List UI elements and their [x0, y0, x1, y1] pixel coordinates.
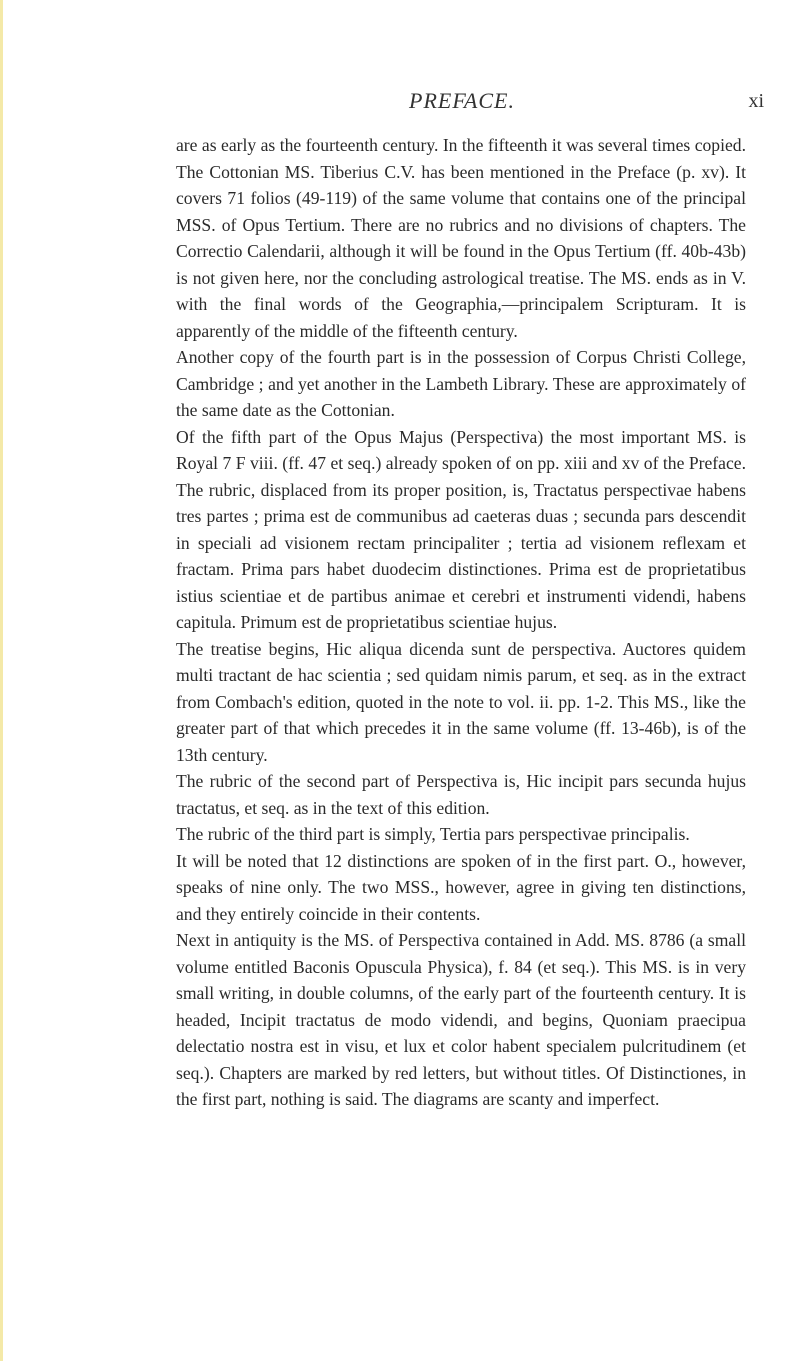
page-edge	[0, 0, 3, 1361]
paragraph-3: Of the fifth part of the Opus Majus (Perspectiva) the most important MS. is Royal 7 F viii. (ff. 47 et seq.) already spoken of on pp. xiii and xv of the Preface. The rubric, displaced from its proper position, is, Tractatus perspectivae habens tres partes ; prima est de communibus ad caeteras duas ; secunda pars descendit in speciali ad visionem rectam principaliter ; tertia ad visionem reflexam et fractam. Prima pars habet duodecim distinctiones. Prima est de proprietatibus istius scientiae et de partibus animae et cerebri et instrumenti videndi, habens capitula. Primum est de proprietatibus scientiae hujus.	[176, 426, 746, 632]
paragraph-4: The treatise begins, Hic aliqua dicenda sunt de perspectiva. Auctores quidem multi tractant de hac scientia ; sed quidam nimis parum, et seq. as in the extract from Combach's edition, quoted in the note to vol. ii. pp. 1-2. This MS., like the greater part of that which precedes it in the same volume (ff. 13-46b), is of the 13th century.	[176, 638, 746, 765]
page-number: xi	[748, 90, 764, 112]
page-header	[160, 88, 764, 116]
paragraph-2: Another copy of the fourth part is in the possession of Corpus Christi College, Cambridge ; and yet another in the Lambeth Library. These are approximately of the same date as the Cottonian.	[176, 347, 746, 420]
paragraph-1: are as early as the fourteenth century. In the fifteenth it was several times copied. The Cottonian MS. Tiberius C.V. has been mentioned in the Preface (p. xv). It covers 71 folios (49-119) of the same volume that contains one of the principal MSS. of Opus Tertium. There are no rubrics and no divisions of chapters. The Correctio Calendarii, although it will be found in the Opus Tertium (ff. 40b-43b) is not given here, nor the concluding astrological treatise. The MS. ends as in V. with the final words of the Geographia,—principalem Scripturam. It is apparently of the middle of the fifteenth century.	[176, 135, 746, 341]
paragraph-8: Next in antiquity is the MS. of Perspectiva contained in Add. MS. 8786 (a small volume entitled Baconis Opuscula Physica), f. 84 (et seq.). This MS. is in very small writing, in double columns, of the early part of the fourteenth century. It is headed, Incipit tractatus de modo videndi, and begins, Quoniam praecipua delectatio nostra est in visu, et lux et color habent specialem pulcritudinem (et seq.). Chapters are marked by red letters, but without titles. Of Distinctiones, in the first part, nothing is said. The diagrams are scanty and imperfect.	[176, 930, 746, 1109]
body-text	[176, 132, 746, 1113]
running-title: PREFACE.	[409, 88, 515, 113]
paragraph-6: The rubric of the third part is simply, Tertia pars perspectivae principalis.	[176, 824, 690, 844]
paragraph-7: It will be noted that 12 distinctions are spoken of in the first part. O., however, speaks of nine only. The two MSS., however, agree in giving ten distinctions, and they entirely coincide in their contents.	[176, 850, 746, 924]
paragraph-5: The rubric of the second part of Perspectiva is, Hic incipit pars secunda hujus tractatus, et seq. as in the text of this edition.	[176, 771, 746, 818]
